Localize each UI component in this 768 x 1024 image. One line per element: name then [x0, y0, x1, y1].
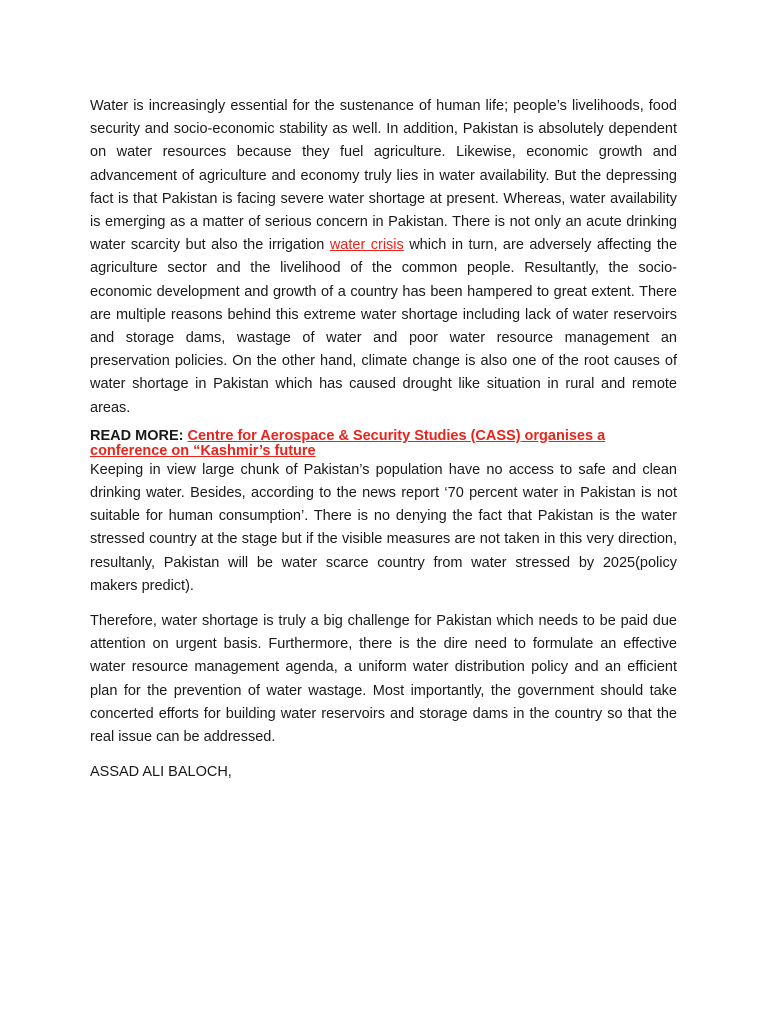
read-more-label: READ MORE: [90, 427, 184, 444]
water-crisis-link[interactable]: water crisis [329, 237, 404, 254]
paragraph-text: Water is increasingly essential for the sustenance of human life; people’s livelihoods, food security and socio-economic stability as well. In addition, Pakistan is absolutely dependent on water resources because they fuel agriculture. Likewise, economic growth and advancement of agriculture and economy truly lies in water availability. But the depressing fact is that Pakistan is facing severe water shortage at present. Whereas, water availability is emerging as a matter of serious concern in Pakistan. There is not only an acute drinking water scarcity but also the irrigation [90, 98, 677, 254]
read-more-block [90, 429, 677, 459]
paragraph-text: which in turn, are adversely affecting the agriculture sector and the livelihood of the common people. Resultantly, the socio-economic development and growth of a country has been hampered to great extent. There are multiple reasons behind this extreme water shortage including lack of water reservoirs and storage dams, wastage of water and poor water resource management an preservation policies. On the other hand, climate change is also one of the root causes of water shortage in Pakistan which has caused drought like situation in rural and remote areas. [90, 237, 678, 416]
document-body [90, 95, 677, 784]
paragraph-drinking-water: Keeping in view large chunk of Pakistan’s population have no access to safe and clean drinking water. Besides, according to the news report ‘70 percent water in Pakistan is not suitable for human consumption’. There is no denying the fact that Pakistan is the water stressed country at the stage but if the visible measures are not taken in this very direction, resultanly, Pakistan will be water scarce country from water stressed by 2025(policy makers predict). [90, 461, 677, 594]
author-signature: ASSAD ALI BALOCH, [90, 764, 232, 781]
paragraph-water-importance [90, 95, 677, 420]
read-more-link[interactable]: Centre for Aerospace & Security Studies (CASS) organises a conference on “Kashmir’s future [90, 427, 606, 459]
paragraph-challenge: Therefore, water shortage is truly a big challenge for Pakistan which needs to be paid due attention on urgent basis. Furthermore, there is the dire need to formulate an effective water resource management agenda, a uniform water distribution policy and an efficient plan for the prevention of water wastage. Most importantly, the government should take concerted efforts for building water reservoirs and storage dams in the country so that the real issue can be addressed. [90, 613, 677, 746]
